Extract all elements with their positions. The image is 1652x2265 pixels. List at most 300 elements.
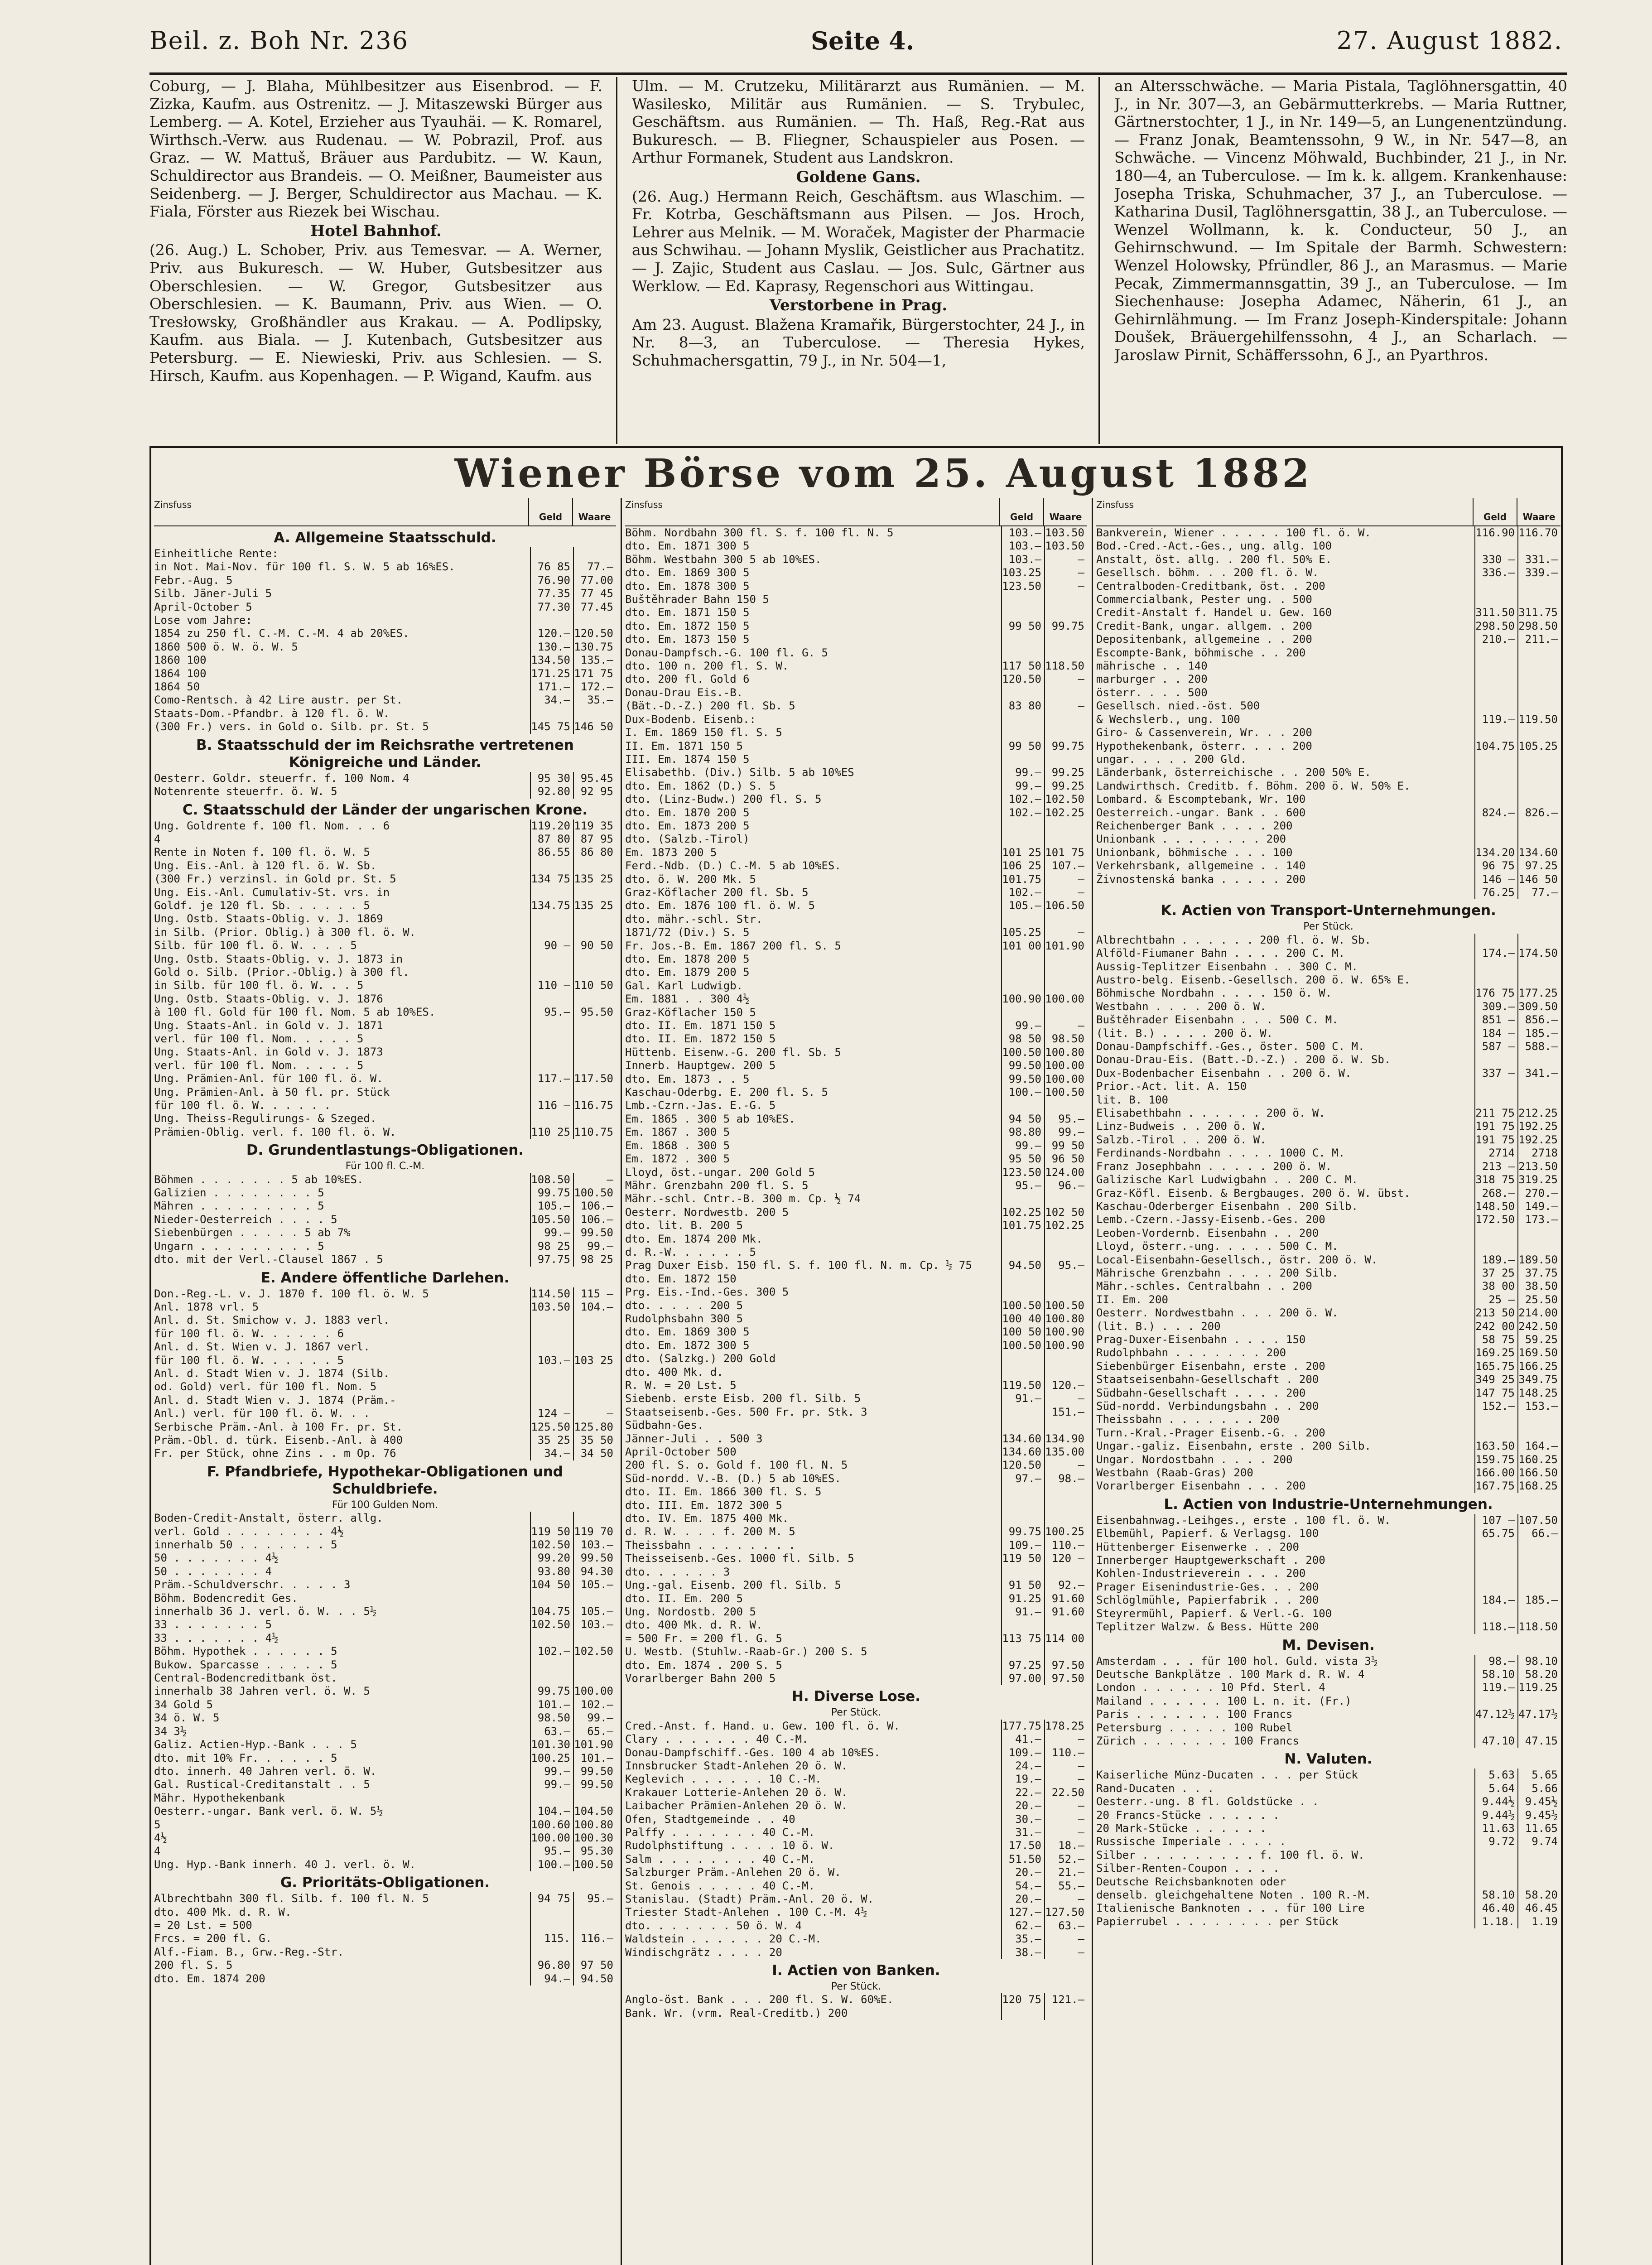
waare-price: [1517, 1240, 1560, 1253]
quote-row: [154, 939, 616, 952]
security-name: Gal. Rustical-Creditanstalt . . 5: [154, 1778, 370, 1791]
security-name: Ofen, Stadtgemeinde . . 40: [625, 1812, 795, 1826]
security-name: dto. Em. 1869 300 5: [625, 1325, 750, 1339]
geld-price: [1474, 660, 1517, 673]
geld-header: Geld: [999, 498, 1043, 525]
security-name: Silber . . . . . . . . . f. 100 fl. ö. W.: [1096, 1848, 1365, 1861]
quote-row: [154, 1685, 616, 1698]
security-name: Donau-Drau-Eis. (Batt.-D.-Z.) . 200 ö. W. Sb.: [1096, 1053, 1391, 1066]
security-name: Em. 1868 . 300 5: [625, 1139, 730, 1152]
security-name: Unionbank . . . . . . . . 200: [1096, 833, 1286, 846]
security-name: Prager Eisenindustrie-Ges. . . 200: [1096, 1580, 1319, 1593]
geld-price: [1001, 1192, 1044, 1205]
geld-price: 134.75: [530, 899, 573, 912]
waare-price: 104.50: [573, 1805, 616, 1818]
security-name: dto. . . . . 200 5: [625, 1299, 743, 1312]
quote-row: [1096, 1040, 1560, 1053]
waare-price: [573, 1632, 616, 1645]
waare-price: —: [1044, 566, 1087, 579]
security-name: Dux-Bodenbacher Eisenbahn . . 200 ö. W.: [1096, 1066, 1352, 1079]
geld-price: 100 40: [1001, 1312, 1044, 1325]
header-rule: [149, 72, 1567, 75]
quote-row: [1096, 973, 1560, 987]
waare-price: —: [1044, 1946, 1087, 1959]
geld-price: 176 75: [1474, 987, 1517, 1000]
security-name: Ferdinands-Nordbahn . . . . 1000 C. M.: [1096, 1147, 1345, 1160]
quote-row: [1096, 1027, 1560, 1040]
waare-price: [1044, 726, 1087, 739]
security-name: dto. (Linz-Budw.) 200 fl. S. 5: [625, 793, 822, 806]
quote-row: [625, 1879, 1087, 1893]
geld-price: 119 50: [530, 1525, 573, 1538]
security-name: Elisabethbahn . . . . . . 200 ö. W.: [1096, 1107, 1325, 1120]
geld-price: [530, 953, 573, 966]
geld-price: 87 80: [530, 833, 573, 846]
geld-price: 9.72: [1474, 1835, 1517, 1848]
geld-price: 117 50: [1001, 660, 1044, 673]
waare-price: [573, 707, 616, 720]
security-name: dto. II. Em. 1866 300 fl. S. 5: [625, 1485, 822, 1499]
quote-row: [625, 580, 1087, 593]
waare-price: [1044, 633, 1087, 646]
geld-price: 94.50: [1001, 1259, 1044, 1272]
quote-row: [154, 1006, 616, 1019]
security-name: II. Em. 200: [1096, 1293, 1168, 1306]
geld-price: [1474, 1695, 1517, 1708]
waare-price: 119 70: [573, 1525, 616, 1538]
geld-price: 100.50: [1001, 1299, 1044, 1312]
quote-row: [625, 686, 1087, 699]
quote-row: [1096, 1160, 1560, 1173]
geld-price: [1001, 1352, 1044, 1365]
geld-price: 99.—: [1001, 1019, 1044, 1032]
waare-price: [1517, 1541, 1560, 1554]
geld-price: 105.50: [530, 1213, 573, 1226]
geld-price: 145 75: [530, 720, 573, 733]
waare-price: [573, 1906, 616, 1919]
geld-price: 210.—: [1474, 633, 1517, 646]
waare-price: 100.50: [573, 1186, 616, 1200]
waare-price: [1517, 1094, 1560, 1107]
waare-price: 107.—: [1044, 859, 1087, 872]
waare-price: 11.65: [1517, 1822, 1560, 1835]
waare-price: [1517, 580, 1560, 593]
geld-price: 77.30: [530, 601, 573, 614]
geld-price: 95.—: [1001, 1179, 1044, 1192]
security-name: Ung. Eis.-Anl. à 120 fl. ö. W. Sb.: [154, 859, 377, 872]
geld-price: [530, 1327, 573, 1340]
geld-price: 102.50: [530, 1538, 573, 1552]
security-name: Verkehrsbank, allgemeine . . 140: [1096, 859, 1306, 872]
geld-price: [1474, 1849, 1517, 1862]
waare-price: 99.25: [1044, 780, 1087, 793]
geld-price: 47.12½: [1474, 1708, 1517, 1721]
quote-row: [154, 993, 616, 1006]
geld-price: 337 —: [1474, 1067, 1517, 1080]
quote-row: [154, 1605, 616, 1618]
geld-price: 104.75: [1474, 740, 1517, 753]
waare-price: [1517, 1581, 1560, 1594]
geld-header: Geld: [528, 498, 572, 525]
waare-price: [1517, 686, 1560, 699]
geld-price: 587 —: [1474, 1040, 1517, 1053]
waare-price: [1517, 1080, 1560, 1093]
waare-price: [573, 614, 616, 627]
waare-price: 98.50: [1044, 1032, 1087, 1046]
quote-row: [154, 1711, 616, 1725]
geld-price: 99.—: [530, 1765, 573, 1778]
geld-price: [1474, 1413, 1517, 1426]
security-name: Alf.-Fiam. B., Grw.-Reg.-Str.: [154, 1945, 344, 1958]
geld-price: 99.—: [1001, 780, 1044, 793]
quote-row: [1096, 1581, 1560, 1594]
geld-price: [530, 1632, 573, 1645]
quote-row: [1096, 1173, 1560, 1186]
security-name: Leoben-Vordernb. Eisenbahn . . 200: [1096, 1226, 1319, 1239]
news-column-1: [149, 77, 602, 444]
quote-row: [625, 753, 1087, 766]
waare-price: 100.50: [1044, 1086, 1087, 1099]
waare-price: [1044, 1645, 1087, 1658]
geld-price: [530, 1112, 573, 1125]
geld-price: [1474, 1240, 1517, 1253]
quote-row: [1096, 1400, 1560, 1413]
quote-row: [1096, 580, 1560, 593]
zinsfuss-label: Zinsfuss: [625, 499, 663, 510]
security-name: Süd-nordd. V.-B. (D.) 5 ab 10%ES.: [625, 1472, 841, 1485]
geld-price: 100.00: [530, 1831, 573, 1845]
security-name: Ung.-gal. Eisenb. 200 fl. Silb. 5: [625, 1579, 841, 1592]
security-name: Giro- & Cassenverein, Wr. . . 200: [1096, 726, 1312, 739]
security-name: Böhm. Westbahn 300 5 ab 10%ES.: [625, 553, 822, 566]
waare-price: 169.50: [1517, 1346, 1560, 1359]
geld-price: [530, 1046, 573, 1059]
waare-price: [1044, 1286, 1087, 1299]
geld-price: 99 50: [1001, 620, 1044, 633]
security-name: Mähr. Hypothekenbank: [154, 1791, 285, 1804]
security-name: dto. Em. 1873 200 5: [625, 819, 750, 832]
quote-row: [154, 833, 616, 846]
security-name: österr. . . . 500: [1096, 686, 1208, 699]
quote-row: [625, 1619, 1087, 1632]
security-name: Ung. Prämien-Anl. à 50 fl. pr. Stück: [154, 1085, 390, 1099]
security-name: Anl.) verl. für 100 fl. ö. W. . .: [154, 1407, 370, 1420]
geld-price: 99.75: [530, 1685, 573, 1698]
geld-price: 120.50: [1001, 673, 1044, 686]
security-name: dto. Em. 1870 200 5: [625, 806, 750, 819]
security-name: Rudolphstiftung . . . . 10 ö. W.: [625, 1839, 835, 1852]
waare-price: 99.50: [573, 1778, 616, 1791]
geld-price: 116.90: [1474, 526, 1517, 540]
security-name: Südbahn-Gesellschaft . . . . 200: [1096, 1386, 1306, 1399]
quote-row: [154, 1592, 616, 1605]
quote-row: [154, 899, 616, 912]
geld-price: [530, 1919, 573, 1932]
quote-row: [154, 1314, 616, 1327]
waare-price: —: [1044, 926, 1087, 939]
waare-price: 97 50: [573, 1959, 616, 1972]
security-name: dto. 400 Mk. d. R. W.: [154, 1905, 292, 1918]
waare-price: 185.—: [1517, 1027, 1560, 1040]
geld-price: [530, 1792, 573, 1805]
waare-price: 96 50: [1044, 1152, 1087, 1166]
security-name: 200 fl. S. o. Gold f. 100 fl. N. 5: [625, 1459, 848, 1472]
quote-row: [625, 1746, 1087, 1759]
waare-price: [1044, 646, 1087, 660]
quote-row: [625, 833, 1087, 846]
quote-row: [625, 1733, 1087, 1746]
quote-row: [625, 1525, 1087, 1538]
waare-price: [1044, 1272, 1087, 1286]
news-heading: Verstorbene in Prag.: [769, 296, 948, 315]
news-column-3: [1114, 77, 1567, 444]
security-name: dto. (Salzb.-Tirol): [625, 833, 750, 846]
quote-row: [154, 1240, 616, 1253]
geld-price: 169.25: [1474, 1346, 1517, 1359]
quote-row: [625, 1113, 1087, 1126]
waare-price: [1044, 1352, 1087, 1365]
security-name: in Silb. (Prior. Oblig.) à 300 fl. ö. W.: [154, 925, 416, 939]
section-subheading: Per Stück.: [831, 1981, 881, 1993]
quote-row: [154, 1367, 616, 1380]
security-name: Bank. Wr. (vrm. Real-Creditb.) 200: [625, 2006, 848, 2019]
security-name: Gesellsch. nied.-öst. 500: [1096, 699, 1260, 713]
waare-price: [1044, 1512, 1087, 1525]
security-name: Ung. Ostb. Staats-Oblig. v. J. 1873 in: [154, 952, 403, 965]
geld-price: [1474, 686, 1517, 699]
security-name: Ungarn . . . . . . . . . 5: [154, 1239, 324, 1253]
column-header: [1096, 498, 1560, 526]
column-divider: [621, 498, 622, 2265]
news-column-2: [632, 77, 1085, 444]
quote-row: [625, 1919, 1087, 1932]
security-name: Triester Stadt-Anlehen . 100 C.-M. 4½: [625, 1906, 867, 1919]
geld-price: 47.10: [1474, 1735, 1517, 1748]
quote-row: [1096, 686, 1560, 699]
quote-row: [154, 1818, 616, 1831]
waare-price: 46.45: [1517, 1902, 1560, 1915]
waare-price: [573, 1592, 616, 1605]
waare-price: 99.50: [573, 1226, 616, 1239]
security-name: Em. 1867 . 300 5: [625, 1126, 730, 1139]
quote-row: [154, 1698, 616, 1711]
waare-price: [1517, 833, 1560, 846]
geld-price: 123.50: [1001, 1166, 1044, 1179]
geld-price: 148.50: [1474, 1200, 1517, 1213]
security-name: dto. Em. 1876 100 fl. ö. W. 5: [625, 899, 815, 912]
quote-row: [1096, 1320, 1560, 1333]
quote-row: [625, 1299, 1087, 1312]
waare-price: 298.50: [1517, 620, 1560, 633]
quote-row: [625, 593, 1087, 606]
waare-price: 77.—: [573, 560, 616, 573]
quote-row: [625, 953, 1087, 966]
geld-price: [1474, 1053, 1517, 1066]
geld-price: 20.—: [1001, 1866, 1044, 1879]
waare-price: 242.50: [1517, 1320, 1560, 1333]
quote-row: [1096, 660, 1560, 673]
quote-row: [154, 1213, 616, 1226]
geld-price: 120.50: [1001, 1459, 1044, 1472]
quote-row: [1096, 593, 1560, 606]
waare-price: 99.75: [1044, 620, 1087, 633]
security-name: Hüttenberger Eisenwerke . . 200: [1096, 1540, 1299, 1553]
quote-row: [154, 772, 616, 785]
geld-price: 5.64: [1474, 1782, 1517, 1795]
quote-row: [154, 1578, 616, 1591]
quote-row: [625, 913, 1087, 926]
geld-price: 109.—: [1001, 1746, 1044, 1759]
geld-price: [1001, 1006, 1044, 1019]
waare-price: 86 80: [573, 846, 616, 859]
issue-label: Beil. z. Boh Nr. 236: [149, 26, 409, 55]
section-heading: G. Prioritäts-Obligationen.: [280, 1875, 490, 1891]
waare-price: [573, 886, 616, 899]
security-name: Silb. für 100 fl. ö. W. . . . 5: [154, 939, 357, 952]
geld-price: 120.—: [530, 627, 573, 640]
quote-row: [625, 1813, 1087, 1826]
board-column-3: [1096, 498, 1560, 2265]
security-name: Silber-Renten-Coupon . . . .: [1096, 1862, 1280, 1875]
geld-price: 119.—: [1474, 1681, 1517, 1694]
geld-price: 159.75: [1474, 1453, 1517, 1466]
geld-price: 99 50: [1001, 740, 1044, 753]
security-name: Reichenberger Bank . . . . 200: [1096, 819, 1293, 832]
quote-row: [154, 1173, 616, 1186]
column-divider: [1098, 77, 1100, 444]
geld-price: 31.—: [1001, 1826, 1044, 1839]
security-name: dto. Em. 1874 200: [154, 1972, 265, 1985]
geld-price: [1001, 1419, 1044, 1432]
quote-row: [625, 740, 1087, 753]
geld-price: 98 50: [1001, 1032, 1044, 1046]
waare-price: —: [1044, 1733, 1087, 1746]
security-name: Deutsche Bankplätze . 100 Mark d. R. W. 4: [1096, 1667, 1365, 1681]
waare-price: [1517, 793, 1560, 806]
waare-price: 134.90: [1044, 1432, 1087, 1446]
waare-price: 134.60: [1517, 846, 1560, 859]
quote-row: [154, 1226, 616, 1239]
waare-price: 47.15: [1517, 1735, 1560, 1748]
security-name: 1854 zu 250 fl. C.-M. C.-M. 4 ab 20%ES.: [154, 627, 409, 640]
geld-price: 172.50: [1474, 1213, 1517, 1226]
waare-price: 119.25: [1517, 1681, 1560, 1694]
geld-price: 119 50: [1001, 1552, 1044, 1565]
geld-price: 54.—: [1001, 1879, 1044, 1893]
quote-row: [625, 1605, 1087, 1619]
security-name: Einheitliche Rente:: [154, 547, 279, 560]
quote-row: [1096, 1107, 1560, 1120]
geld-price: 125.50: [530, 1421, 573, 1434]
quote-row: [625, 1019, 1087, 1032]
waare-price: 95.—: [1044, 1259, 1087, 1272]
geld-price: 110 25: [530, 1126, 573, 1139]
geld-price: 91.—: [1001, 1605, 1044, 1619]
quote-row: [625, 1059, 1087, 1072]
security-name: in Not. Mai-Nov. für 100 fl. S. W. 5 ab 16%ES.: [154, 560, 455, 573]
security-name: Böhm. Bodencredit Ges.: [154, 1591, 298, 1605]
geld-price: 134.20: [1474, 846, 1517, 859]
waare-price: 99.—: [573, 1711, 616, 1725]
security-name: dto. ö. W. 200 Mk. 5: [625, 872, 756, 886]
waare-price: 117.50: [573, 1072, 616, 1085]
quote-row: [625, 979, 1087, 993]
quote-row: [625, 713, 1087, 726]
waare-header: Waare: [1043, 498, 1087, 525]
quote-row: [1096, 1067, 1560, 1080]
waare-price: 174.50: [1517, 947, 1560, 960]
quote-row: [1096, 1200, 1560, 1213]
quote-row: [625, 1192, 1087, 1205]
quote-row: [1096, 1227, 1560, 1240]
quote-row: [154, 1645, 616, 1658]
security-name: dto. Em. 1872 150 5: [625, 619, 750, 632]
security-name: Kohlen-Industrieverein . . . 200: [1096, 1567, 1306, 1580]
waare-price: [1044, 1192, 1087, 1205]
security-name: Franz Josephbahn . . . . . 200 ö. W.: [1096, 1160, 1332, 1173]
quote-row: [625, 620, 1087, 633]
security-name: Salm . . . . . . . . 40 C.-M.: [625, 1852, 815, 1865]
quote-row: [1096, 673, 1560, 686]
quote-row: [154, 707, 616, 720]
security-name: Aussig-Teplitzer Eisenbahn . . 300 C. M.: [1096, 960, 1358, 973]
geld-price: 11.63: [1474, 1822, 1517, 1835]
waare-price: 106.50: [1044, 899, 1087, 912]
geld-price: [1474, 1541, 1517, 1554]
quote-row: [1096, 1013, 1560, 1026]
security-name: Theissbahn . . . . . . . .: [625, 1538, 795, 1552]
security-name: od. Gold) verl. für 100 fl. Nom. 5: [154, 1380, 377, 1393]
waare-price: 146 50: [1517, 873, 1560, 886]
geld-price: [530, 1658, 573, 1672]
waare-price: 148.25: [1517, 1387, 1560, 1400]
quote-row: [154, 1072, 616, 1085]
geld-price: [1474, 1721, 1517, 1735]
quote-row: [154, 1858, 616, 1871]
quote-row: [154, 1632, 616, 1645]
security-name: (Bät.-D.-Z.) 200 fl. Sb. 5: [625, 699, 795, 713]
geld-price: 99.50: [1001, 1059, 1044, 1072]
section-heading: E. Andere öffentliche Darlehen.: [260, 1269, 510, 1286]
quote-row: [154, 1618, 616, 1631]
waare-price: [573, 1340, 616, 1354]
quote-row: [154, 785, 616, 798]
geld-price: [1001, 979, 1044, 993]
security-name: dto. Em. 1874 200 Mk.: [625, 1232, 763, 1245]
security-name: dto. (Salzkg.) 200 Gold: [625, 1352, 776, 1365]
waare-price: [573, 926, 616, 939]
security-name: Anl. d. St. Smichow v. J. 1883 verl.: [154, 1314, 390, 1327]
security-name: Mähr. Grenzbahn 200 fl. S. 5: [625, 1179, 809, 1192]
waare-price: —: [1044, 1813, 1087, 1826]
column-header: [154, 498, 616, 526]
geld-price: 98.—: [1474, 1655, 1517, 1668]
waare-price: 99.—: [1044, 1126, 1087, 1139]
quote-row: [154, 547, 616, 560]
waare-price: 127.50: [1044, 1906, 1087, 1919]
geld-price: [530, 912, 573, 925]
quote-row: [625, 1866, 1087, 1879]
quote-row: [625, 673, 1087, 686]
security-name: Ung. Staats-Anl. in Gold v. J. 1871: [154, 1019, 383, 1032]
quote-row: [154, 667, 616, 680]
waare-price: 189.50: [1517, 1253, 1560, 1267]
geld-price: [1474, 833, 1517, 846]
geld-price: 9.44½: [1474, 1795, 1517, 1808]
security-name: Donau-Drau Eis.-B.: [625, 686, 743, 699]
security-name: Donau-Dampfsch.-G. 100 fl. G. 5: [625, 646, 828, 659]
geld-price: 100.50: [1001, 1046, 1044, 1059]
